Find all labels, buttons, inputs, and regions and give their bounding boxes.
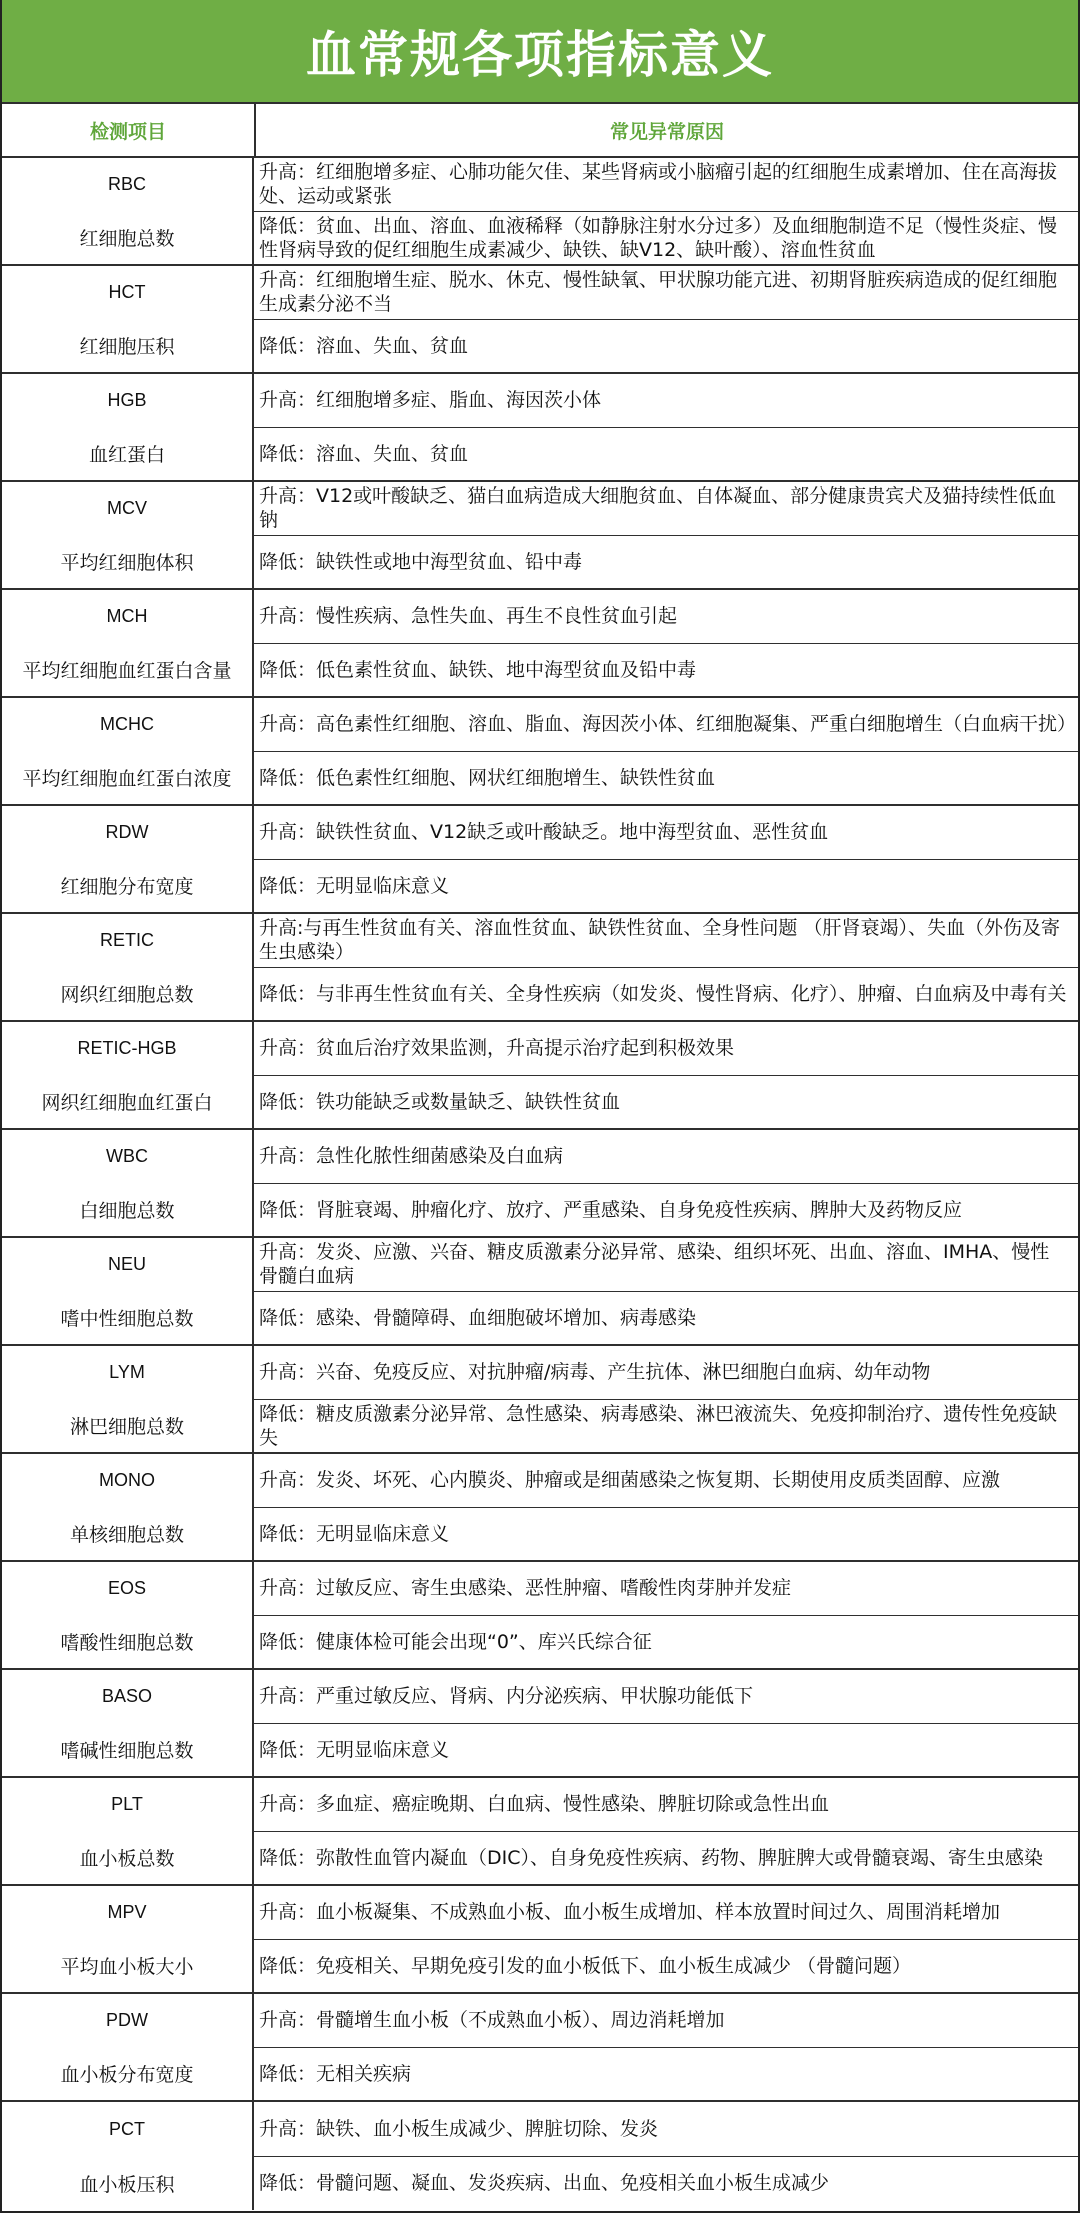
test-item-cell (2, 1238, 254, 1344)
table-row (2, 1130, 1078, 1238)
decrease-reason: 降低：贫血、出血、溶血、血液稀释（如静脉注射水分过多）及血细胞制造不足（慢性炎症、慢性肾病导致的促红细胞生成素减少、缺铁、缺V12、缺叶酸）、溶血性贫血 (259, 214, 1058, 261)
page-title: 血常规各项指标意义 (306, 25, 774, 84)
increase-reason: 升高：多血症、癌症晚期、白血病、慢性感染、脾脏切除或急性出血 (254, 1778, 1078, 1832)
increase-reason: 升高：缺铁、血小板生成减少、脾脏切除、发炎 (254, 2102, 1078, 2157)
table-header (2, 104, 1078, 158)
increase-reason: 升高：过敏反应、寄生虫感染、恶性肿瘤、嗜酸性肉芽肿并发症 (254, 1562, 1078, 1616)
table-row (2, 1886, 1078, 1994)
table-row (2, 374, 1078, 482)
test-name: 平均红细胞血红蛋白含量 (22, 660, 232, 682)
reason-cell (254, 1886, 1078, 1992)
test-code: MONO (99, 1470, 155, 1490)
table-row (2, 266, 1078, 374)
table-row (2, 158, 1078, 266)
title-bar (2, 0, 1078, 104)
increase-reason: 升高：高色素性红细胞、溶血、脂血、海因茨小体、红细胞凝集、严重白细胞增生（白血病干扰） (254, 698, 1078, 752)
increase-reason: 升高:与再生性贫血有关、溶血性贫血、缺铁性贫血、全身性问题 （肝肾衰竭）、失血（外伤及寄生虫感染） (254, 914, 1078, 968)
test-code: PDW (106, 2010, 148, 2030)
decrease-reason: 降低：免疫相关、早期免疫引发的血小板低下、血小板生成减少 （骨髓问题） (259, 1954, 912, 1977)
reason-cell (254, 482, 1078, 588)
test-name: 白细胞总数 (79, 1200, 175, 1222)
header-reason-column: 常见异常原因 (609, 120, 724, 143)
test-code: PCT (109, 2118, 145, 2139)
increase-reason: 升高：血小板凝集、不成熟血小板、血小板生成增加、样本放置时间过久、周围消耗增加 (254, 1886, 1078, 1940)
table-body (2, 158, 1078, 2210)
decrease-reason: 降低：肾脏衰竭、肿瘤化疗、放疗、严重感染、自身免疫性疾病、脾肿大及药物反应 (259, 1198, 963, 1221)
test-code: BASO (101, 1686, 153, 1706)
test-name: 血小板总数 (79, 1848, 175, 1870)
increase-reason: 升高：红细胞增多症、脂血、海因茨小体 (254, 374, 1078, 428)
test-code: HCT (108, 282, 146, 302)
reason-cell (254, 1778, 1078, 1884)
reason-cell (254, 1130, 1078, 1236)
reason-cell (254, 2102, 1078, 2210)
test-name: 红细胞分布宽度 (60, 876, 194, 898)
decrease-reason: 降低：无明显临床意义 (259, 1738, 450, 1761)
table-row (2, 1562, 1078, 1670)
decrease-reason: 降低：糖皮质激素分泌异常、急性感染、病毒感染、淋巴液流失、免疫抑制治疗、遗传性免疫缺失 (259, 1402, 1058, 1449)
test-item-cell (2, 1022, 254, 1128)
test-item-cell (2, 374, 254, 480)
test-item-cell (2, 1346, 254, 1452)
reason-cell (254, 698, 1078, 804)
decrease-reason: 降低：健康体检可能会出现“0”、库兴氏综合征 (259, 1630, 652, 1653)
test-item-cell (2, 158, 254, 264)
increase-reason: 升高：急性化脓性细菌感染及白血病 (254, 1130, 1078, 1184)
test-code: RETIC (100, 930, 154, 950)
test-code: WBC (106, 1146, 148, 1166)
test-item-cell (2, 698, 254, 804)
test-item-cell (2, 590, 254, 696)
test-code: PLT (111, 1794, 143, 1814)
reason-cell (254, 1454, 1078, 1560)
test-item-cell (2, 1886, 254, 1992)
reason-cell (254, 914, 1078, 1020)
reason-cell (254, 374, 1078, 480)
table-row (2, 1670, 1078, 1778)
reason-cell (254, 590, 1078, 696)
test-item-cell (2, 914, 254, 1020)
test-name: 平均血小板大小 (60, 1956, 194, 1978)
test-code: NEU (107, 1254, 146, 1274)
increase-reason: 升高：贫血后治疗效果监测，升高提示治疗起到积极效果 (254, 1022, 1078, 1076)
test-code: MCV (107, 498, 147, 518)
test-name: 平均红细胞血红蛋白浓度 (22, 768, 232, 790)
decrease-reason: 降低：弥散性血管内凝血（DIC）、自身免疫性疾病、药物、脾脏脾大或骨髓衰竭、寄生虫感染 (259, 1846, 1044, 1869)
increase-reason: 升高：发炎、坏死、心内膜炎、肿瘤或是细菌感染之恢复期、长期使用皮质类固醇、应激 (254, 1454, 1078, 1508)
test-code: MCHC (100, 714, 154, 734)
test-item-cell (2, 1454, 254, 1560)
reason-cell (254, 1022, 1078, 1128)
reason-cell (254, 1670, 1078, 1776)
decrease-reason: 降低：缺铁性或地中海型贫血、铅中毒 (259, 550, 583, 573)
decrease-reason: 降低：感染、骨髓障碍、血细胞破坏增加、病毒感染 (259, 1306, 697, 1329)
decrease-reason: 降低：溶血、失血、贫血 (259, 334, 469, 357)
increase-reason: 升高：严重过敏反应、肾病、内分泌疾病、甲状腺功能低下 (254, 1670, 1078, 1724)
reason-cell (254, 266, 1078, 372)
test-item-cell (2, 1778, 254, 1884)
test-name: 淋巴细胞总数 (69, 1416, 184, 1438)
table-row (2, 914, 1078, 1022)
test-code: MCH (106, 606, 148, 626)
table-row (2, 482, 1078, 590)
header-item-column: 检测项目 (2, 104, 256, 156)
test-item-cell (2, 1562, 254, 1668)
reason-cell (254, 1562, 1078, 1668)
test-code: RDW (105, 822, 149, 842)
test-item-cell (2, 1130, 254, 1236)
decrease-reason: 降低：无明显临床意义 (259, 1522, 450, 1545)
test-item-cell (2, 2102, 254, 2210)
table-row (2, 698, 1078, 806)
test-name: 网织红细胞总数 (60, 984, 194, 1006)
increase-reason: 升高：慢性疾病、急性失血、再生不良性贫血引起 (254, 590, 1078, 644)
decrease-reason: 降低：无明显临床意义 (259, 874, 450, 897)
increase-reason: 升高：兴奋、免疫反应、对抗肿瘤/病毒、产生抗体、淋巴细胞白血病、幼年动物 (254, 1346, 1078, 1400)
test-item-cell (2, 482, 254, 588)
test-code: RBC (107, 174, 146, 194)
test-name: 网织红细胞血红蛋白 (41, 1092, 213, 1114)
reason-cell (254, 806, 1078, 912)
test-item-cell (2, 806, 254, 912)
test-code: EOS (107, 1578, 146, 1598)
increase-reason: 升高：红细胞增生症、脱水、休克、慢性缺氧、甲状腺功能亢进、初期肾脏疾病造成的促红细胞生成素分泌不当 (254, 266, 1078, 320)
increase-reason: 升高：红细胞增多症、心肺功能欠佳、某些肾病或小脑瘤引起的红细胞生成素增加、住在高海拔处、运动或紧张 (254, 158, 1078, 212)
table-row (2, 1346, 1078, 1454)
decrease-reason: 降低：与非再生性贫血有关、全身性疾病（如发炎、慢性肾病、化疗）、肿瘤、白血病及中毒有关 (259, 982, 1067, 1005)
test-name: 单核细胞总数 (69, 1524, 184, 1546)
decrease-reason: 降低：铁功能缺乏或数量缺乏、缺铁性贫血 (259, 1090, 621, 1113)
test-name: 血红蛋白 (88, 444, 165, 466)
decrease-reason: 降低：溶血、失血、贫血 (259, 442, 469, 465)
decrease-reason: 降低：低色素性红细胞、网状红细胞增生、缺铁性贫血 (259, 766, 716, 789)
test-code: RETIC-HGB (77, 1038, 177, 1058)
table-row (2, 1994, 1078, 2102)
increase-reason: 升高：发炎、应激、兴奋、糖皮质激素分泌异常、感染、组织坏死、出血、溶血、IMHA、慢性骨髓白血病 (254, 1238, 1078, 1292)
test-name: 红细胞压积 (79, 336, 175, 358)
decrease-reason: 降低：无相关疾病 (259, 2062, 412, 2085)
reason-cell (254, 1994, 1078, 2100)
test-name: 嗜碱性细胞总数 (60, 1740, 194, 1762)
table-row (2, 1778, 1078, 1886)
table-row (2, 1454, 1078, 1562)
test-item-cell (2, 266, 254, 372)
test-name: 平均红细胞体积 (60, 552, 194, 574)
increase-reason: 升高：V12或叶酸缺乏、猫白血病造成大细胞贫血、自体凝血、部分健康贵宾犬及猫持续性低血钠 (254, 482, 1078, 536)
decrease-reason: 降低：低色素性贫血、缺铁、地中海型贫血及铅中毒 (259, 658, 697, 681)
decrease-reason: 降低：骨髓问题、凝血、发炎疾病、出血、免疫相关血小板生成减少 (259, 2172, 830, 2195)
table-row (2, 806, 1078, 914)
test-code: MPV (107, 1902, 147, 1922)
test-name: 血小板分布宽度 (60, 2064, 194, 2086)
table-row (2, 590, 1078, 698)
table-row (2, 2102, 1078, 2210)
test-name: 血小板压积 (79, 2173, 175, 2196)
increase-reason: 升高：骨髓增生血小板（不成熟血小板）、周边消耗增加 (254, 1994, 1078, 2048)
reason-cell (254, 1346, 1078, 1452)
test-item-cell (2, 1670, 254, 1776)
test-name: 嗜酸性细胞总数 (60, 1632, 194, 1654)
reason-cell (254, 158, 1078, 264)
test-name: 红细胞总数 (79, 228, 175, 250)
reason-cell (254, 1238, 1078, 1344)
test-code: HGB (107, 390, 147, 410)
table-row (2, 1022, 1078, 1130)
test-code: LYM (109, 1362, 145, 1382)
table-row (2, 1238, 1078, 1346)
test-name: 嗜中性细胞总数 (60, 1308, 194, 1330)
increase-reason: 升高：缺铁性贫血、V12缺乏或叶酸缺乏。地中海型贫血、恶性贫血 (254, 806, 1078, 860)
test-item-cell (2, 1994, 254, 2100)
